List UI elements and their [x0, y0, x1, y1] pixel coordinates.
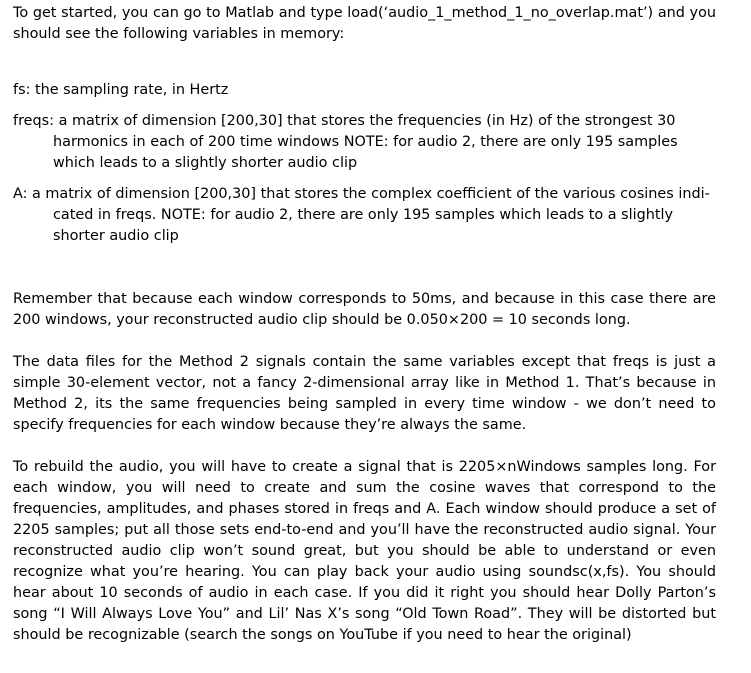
- a-definition: A: a matrix of dimension [200,30] that stores the complex coefficient of the various cosines indi-cated in freqs. NOTE: for audio 2, there are only 195 samples which leads to a slightly shorter audio clip: [13, 186, 710, 244]
- remember-paragraph: Remember that because each window corresponds to 50ms, and because in this case there are 200 windows, your reconstructed audio clip should be 0.050×200 = 10 seconds long.: [13, 291, 716, 328]
- rebuild-paragraph: To rebuild the audio, you will have to create a signal that is 2205×nWindows samples long. For each window, you will need to create and sum the cosine waves that correspond to the frequencies, amplitudes, and phases stored in freqs and A. Each window should produce a set of 2205 samples; put all those sets end-to-end and you’ll have the reconstructed audio signal. Your reconstructed audio clip won’t sound great, but you should be able to understand or even recognize what you’re hearing. You can play back your audio using soundsc(x,fs). You should hear about 10 seconds of audio in each case. If you did it right you should hear Dolly Parton’s song “I Will Always Love You” and Lil’ Nas X’s song “Old Town Road”. They will be distorted but should be recognizable (search the songs on YouTube if you need to hear the original): [13, 459, 716, 643]
- intro-paragraph: To get started, you can go to Matlab and type load(‘audio_1_method_1_no_overlap.mat’) and you should see the following variables in memory:: [13, 5, 716, 42]
- fs-definition: fs: the sampling rate, in Hertz: [13, 82, 229, 98]
- document-body: [13, 3, 716, 646]
- method2-paragraph: The data files for the Method 2 signals contain the same variables except that freqs is just a simple 30-element vector, not a fancy 2-dimensional array like in Method 1. That’s because in Method 2, its the same frequencies being sampled in every time window - we don’t need to specify frequencies for each window because they’re always the same.: [13, 354, 716, 433]
- freqs-definition: freqs: a matrix of dimension [200,30] that stores the frequencies (in Hz) of the strongest 30 harmonics in each of 200 time windows NOTE: for audio 2, there are only 195 samples which leads to a slightly shorter audio clip: [13, 113, 678, 171]
